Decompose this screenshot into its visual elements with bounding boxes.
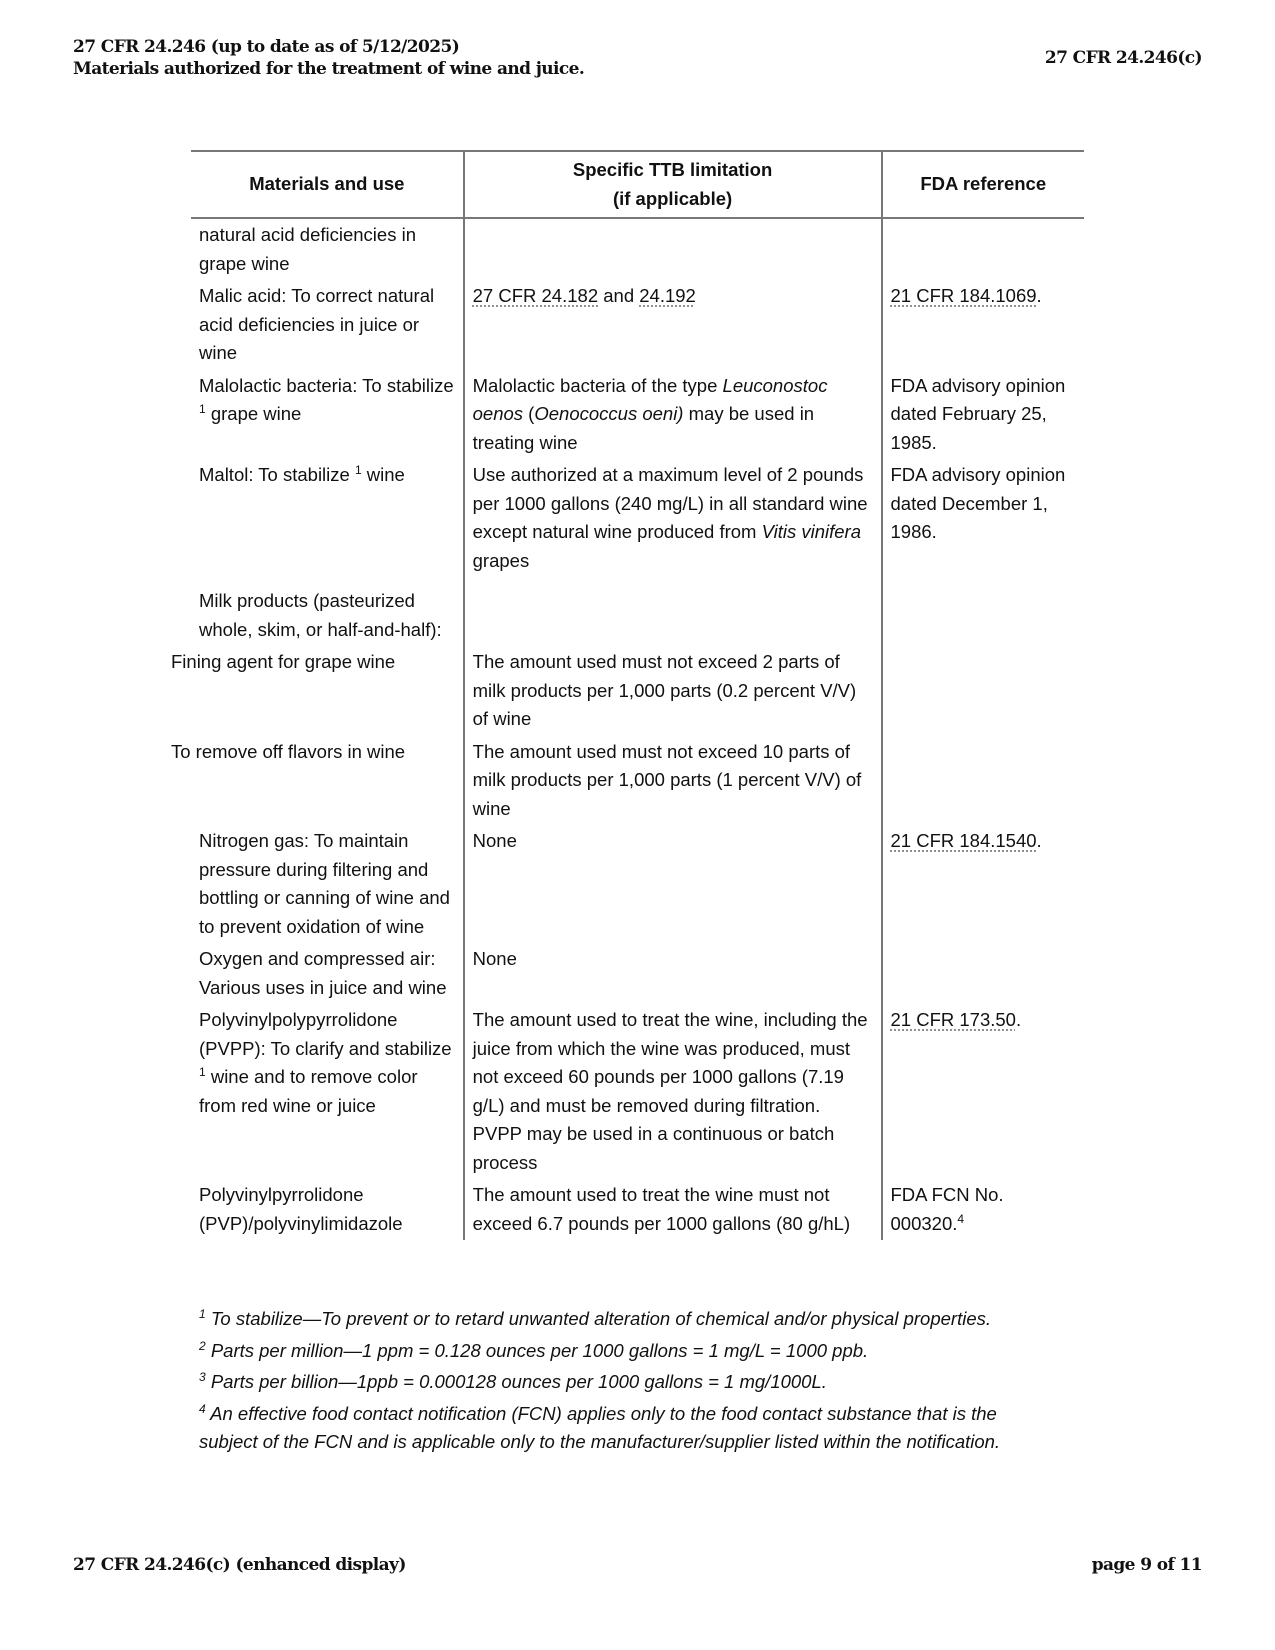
cell-limitation (464, 280, 882, 370)
text: ( (523, 403, 535, 424)
text: . (1015, 1009, 1022, 1030)
footnote (199, 1400, 1059, 1457)
page-number: page 9 of 11 (1091, 1555, 1202, 1575)
cell-material: Malic acid: To correct natural acid deficiencies in juice or wine (199, 285, 435, 363)
text: grapes (472, 549, 530, 571)
cell-material: Fining agent for grape wine (171, 651, 396, 672)
table-row (191, 459, 1084, 577)
cell-limitation: The amount used must not exceed 2 parts of milk products per 1,000 parts (0.2 percent V/V) of wine (464, 646, 882, 736)
text: FDA FCN No. 000320. (890, 1184, 1004, 1234)
cell-fda (882, 577, 1085, 646)
italic-text: Oenococcus oeni) (534, 403, 684, 424)
table-row (191, 1004, 1084, 1179)
column-header-fda: FDA reference (882, 151, 1085, 218)
table-row (191, 943, 1084, 1004)
text: Maltol: To stabilize (199, 464, 355, 485)
cfr-link-24-182[interactable]: 27 CFR 24.182 (472, 285, 599, 306)
table-row (191, 280, 1084, 370)
footer-title: 27 CFR 24.246(c) (enhanced display) (73, 1555, 406, 1575)
text: wine (361, 464, 405, 485)
cell-fda: FDA advisory opinion dated February 25, 1985. (882, 370, 1085, 460)
cell-material: Nitrogen gas: To maintain pressure during filtering and bottling or canning of wine and to prevent oxidation of wine (199, 830, 450, 937)
cell-material (191, 1004, 464, 1179)
footnote (199, 1305, 1059, 1334)
cfr-link-173-50[interactable]: 21 CFR 173.50 (890, 1009, 1016, 1030)
cell-limitation (464, 459, 882, 577)
table-header-row (191, 151, 1084, 218)
cell-limitation: The amount used to treat the wine, including the juice from which the wine was produced, must not exceed 60 pounds per 1000 gallons (7.19 g/L) and must be removed during filtration. PVPP may be used in a continuous or batch process (464, 1004, 882, 1179)
cell-material: natural acid deficiencies in grape wine (199, 224, 416, 274)
column-header-materials: Materials and use (191, 151, 464, 218)
text: . (1036, 285, 1042, 306)
cell-material: To remove off flavors in wine (171, 740, 406, 762)
cell-material: Milk products (pasteurized whole, skim, or half-and-half): (199, 590, 442, 640)
cell-limitation: The amount used to treat the wine must not exceed 6.7 pounds per 1000 gallons (80 g/hL) (464, 1179, 882, 1240)
cell-fda (882, 825, 1085, 943)
text: wine and to remove color from red wine or juice (199, 1066, 418, 1116)
text: may be used in treating wine (472, 403, 815, 453)
cell-material (191, 459, 464, 577)
footnote-number: 4 (199, 1401, 206, 1416)
italic-text: Vitis vinifera (761, 521, 862, 542)
header-section-ref: 27 CFR 24.246(c) (1044, 48, 1202, 68)
text: Malolactic bacteria of the type (472, 374, 723, 396)
header-title: 27 CFR 24.246 (up to date as of 5/12/2025) (73, 37, 460, 57)
text: and (598, 285, 640, 306)
footnote-number: 1 (199, 1307, 206, 1321)
cell-limitation: None (464, 943, 882, 1004)
page-header (73, 36, 584, 80)
cell-material: Oxygen and compressed air: Various uses in juice and wine (199, 948, 447, 998)
footnote (199, 1368, 1059, 1397)
cell-fda (882, 736, 1085, 826)
cell-fda (882, 1004, 1085, 1179)
footnote-text: An effective food contact notification (FCN) applies only to the food contact substance that is the subject of the FCN and is applicable only to the manufacturer/supplier listed within the notification. (199, 1402, 1001, 1452)
text: . (1036, 830, 1042, 851)
footnote (199, 1337, 1059, 1366)
table-row (191, 646, 1084, 736)
text: Malolactic bacteria: To stabilize (199, 374, 454, 396)
cell-fda (882, 646, 1085, 736)
footnote-text: To stabilize—To prevent or to retard unwanted alteration of chemical and/or physical properties. (205, 1308, 991, 1329)
materials-table (171, 150, 1084, 1240)
footnote-ref: 1 (199, 402, 206, 416)
text: Use authorized at a maximum level of 2 pounds per 1000 gallons (240 mg/L) in all standard wine except natural wine produced from (472, 464, 868, 542)
cfr-link-184-1069[interactable]: 21 CFR 184.1069 (890, 285, 1037, 306)
column-header-limitation-line1: Specific TTB limitation (572, 159, 773, 180)
cell-fda (882, 943, 1085, 1004)
footnote-ref: 1 (199, 1065, 206, 1079)
table-row (191, 218, 1084, 280)
table-row (191, 825, 1084, 943)
column-header-limitation-line2: (if applicable) (612, 187, 733, 209)
cell-fda (882, 218, 1085, 280)
footnote-ref: 1 (354, 463, 362, 477)
cell-limitation (464, 370, 882, 460)
cell-fda (882, 1179, 1085, 1240)
cfr-link-24-192[interactable]: 24.192 (639, 285, 696, 306)
text: grape wine (205, 403, 302, 424)
table-row (191, 577, 1084, 646)
cell-limitation (464, 577, 882, 646)
footnote-number: 2 (199, 1338, 206, 1353)
footnote-number: 3 (199, 1370, 206, 1384)
footnotes (199, 1305, 1059, 1460)
cell-limitation: None (464, 825, 882, 943)
table-row (191, 1179, 1084, 1240)
cell-limitation: The amount used must not exceed 10 parts of milk products per 1,000 parts (1 percent V/V) of wine (464, 736, 882, 826)
cell-limitation (464, 218, 882, 280)
cfr-link-184-1540[interactable]: 21 CFR 184.1540 (890, 830, 1037, 851)
cell-material: Polyvinylpyrrolidone (PVP)/polyvinylimidazole (199, 1184, 403, 1234)
column-header-limitation (464, 151, 882, 218)
cell-fda: FDA advisory opinion dated December 1, 1986. (882, 459, 1085, 577)
header-subtitle: Materials authorized for the treatment of wine and juice. (73, 59, 585, 79)
cell-fda (882, 280, 1085, 370)
italic-text: Leuconostoc oenos (472, 374, 828, 424)
footnote-ref: 4 (957, 1211, 965, 1226)
footnote-text: Parts per million—1 ppm = 0.128 ounces per 1000 gallons = 1 mg/L = 1000 ppb. (205, 1339, 869, 1361)
cell-material (191, 370, 464, 460)
table-row (191, 736, 1084, 826)
footnote-text: Parts per billion—1ppb = 0.000128 ounces per 1000 gallons = 1 mg/1000L. (205, 1371, 827, 1392)
table-row (191, 370, 1084, 460)
text: Polyvinylpolypyrrolidone (PVPP): To clarify and stabilize (199, 1009, 452, 1059)
